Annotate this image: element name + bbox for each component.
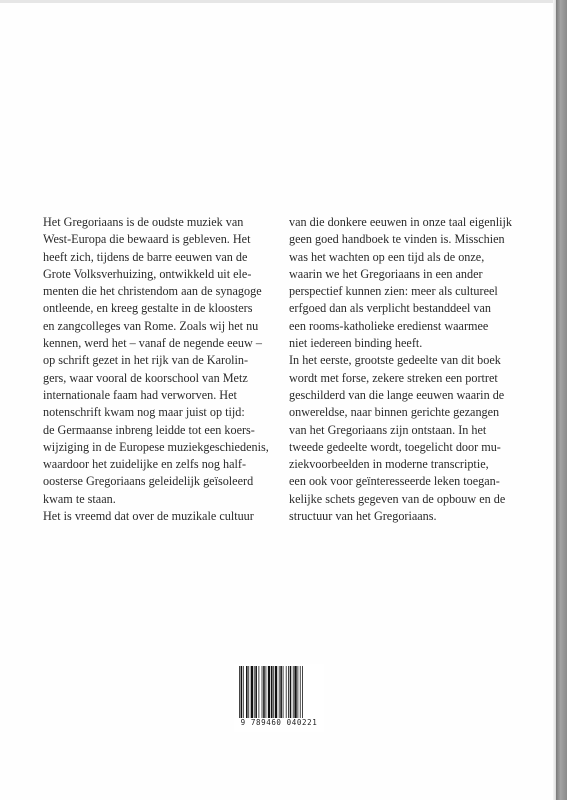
blurb-right-column [289, 214, 517, 525]
barcode-bar [302, 666, 303, 718]
spine-edge [556, 0, 567, 800]
barcode-bar [300, 666, 301, 718]
isbn-barcode [234, 664, 324, 732]
barcode-bar [294, 666, 296, 718]
barcode-bar [243, 666, 244, 718]
barcode-bar [283, 666, 284, 718]
barcode-bar [298, 666, 299, 718]
barcode-bar [246, 666, 248, 718]
barcode-bar [293, 666, 294, 718]
barcode-bar [251, 666, 253, 718]
blurb-paragraph-3: van die donkere eeuwen in onze taal eigenlijk geen goed handboek te vinden is. Misschien was het wachten op een tijd als de onze, waarin we het Gregoriaans in een ander perspectief kunnen zien: meer als cultureel erfgoed dan als verplicht bestanddeel van een rooms-katholieke eredienst waarmee niet iedereen binding heeft. [289, 215, 513, 351]
barcode-bar [279, 666, 280, 718]
blurb-left-column [43, 214, 271, 525]
barcode-bar [288, 666, 289, 718]
barcode-bar [271, 666, 273, 718]
barcode-bar [266, 666, 267, 718]
barcode-bar [290, 666, 292, 718]
barcode-bar [239, 666, 240, 718]
barcode-bar [255, 666, 257, 718]
barcode-bar [268, 666, 270, 718]
blurb-paragraph-2: Het is vreemd dat over de muzikale cultuur [43, 509, 254, 524]
isbn-digits: 9 789460 040221 [240, 718, 318, 727]
barcode-bar [254, 666, 255, 718]
barcode-bar [273, 666, 274, 718]
barcode-bar [241, 666, 243, 718]
barcode-bar [248, 666, 249, 718]
barcode-bar [280, 666, 282, 718]
barcode-bar [259, 666, 260, 718]
blurb-paragraph-1: Het Gregoriaans is de oudste muziek van West-Europa die bewaard is gebleven. Het heeft zich, tijdens de barre eeuwen van de Grote Volksverhuizing, ontwikkeld uit ele- menten die het christendom aan de synagoge ontleende, en kreeg gestalte in de kloosters en zangcolleges van Rome. Zoals wij het nu kennen, werd het – vanaf de negende eeuw – op schrift gezet in het rijk van de Karolin- gers, waar vooral de koorschool van Metz internationale faam had verworven. Het notenschrift kwam nog maar juist op tijd: de Germaanse inbreng leidde tot een koers- wijziging in de Europese muziekgeschiedenis, waardoor het zuidelijke en zelfs nog half- oosterse Gregoriaans geleidelijk geïsoleerd kwam te staan. [43, 215, 269, 506]
top-edge-shadow [0, 0, 567, 3]
barcode-bar [275, 666, 277, 718]
blurb-paragraph-4: In het eerste, grootste gedeelte van dit boek wordt met forse, zekere streken een portret geschilderd van die lange eeuwen waarin de onwereldse, naar binnen gerichte gezangen van het Gregoriaans zijn ontstaan. In het tweede gedeelte wordt, toegelicht door mu- ziekvoorbeelden in moderne transcriptie, een ook voor geïnteresseerde leken toegan- kelijke schets gegeven van de opbouw en de structuur van het Gregoriaans. [289, 353, 506, 524]
barcode-bar [286, 666, 287, 718]
barcode-bar [263, 666, 265, 718]
barcode-bar [262, 666, 263, 718]
barcode-icon [238, 666, 322, 718]
